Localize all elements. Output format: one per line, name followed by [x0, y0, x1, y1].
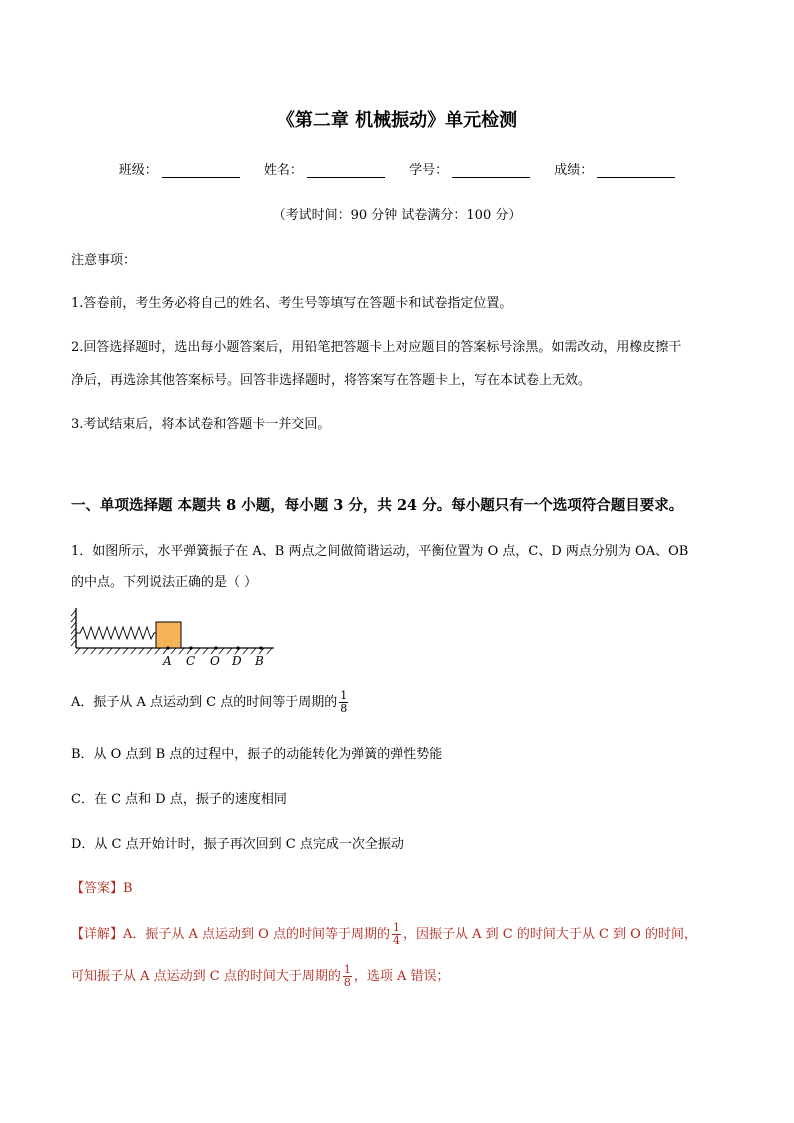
point-o-dot [214, 646, 217, 649]
score-field [554, 159, 675, 178]
q1-stem-line2: 的中点。下列说法正确的是（ ） [71, 575, 258, 590]
score-blank[interactable] [597, 163, 675, 178]
q1-option-b[interactable]: B．从 O 点到 B 点的过程中，振子的动能转化为弹簧的弹性势能 [71, 747, 443, 762]
point-label-c: C [186, 654, 196, 668]
score-label: 成绩： [554, 163, 594, 178]
class-field [119, 159, 240, 178]
point-a-dot [166, 646, 169, 649]
name-label: 姓名： [263, 163, 303, 178]
name-blank[interactable] [307, 163, 385, 178]
exam-duration: （考试时间：90 分钟 试卷满分：100 分） [272, 208, 522, 223]
point-label-d: D [232, 654, 242, 668]
q1-option-d[interactable]: D．从 C 点开始计时，振子再次回到 C 点完成一次全振动 [71, 837, 404, 852]
notes-heading: 注意事项： [71, 253, 137, 268]
note-2-line1: 2.回答选择题时，选出每小题答案后，用铅笔把答题卡上对应题目的答案标号涂黑。如需改动，用橡皮擦干 [71, 340, 682, 355]
oscillator-block [156, 622, 181, 648]
section-heading: 一、单项选择题 本题共 8 小题，每小题 3 分，共 24 分。每小题只有一个选项符合题目要求。 [71, 497, 684, 514]
q1-detail-line1: 【详解】A．振子从 A 点运动到 O 点的时间等于周期的 $\frac{1}{4}$ ，因振子从 A 到 C 的时间大于从 C 到 O 的时间， [71, 921, 697, 947]
q1-stem-line1: 1．如图所示，水平弹簧振子在 A、B 两点之间做简谐运动，平衡位置为 O 点，C、D 两点分别为 OA、OB [71, 544, 689, 559]
q1-option-a-text: A．振子从 A 点运动到 C 点的时间等于周期的 [71, 695, 338, 710]
fraction-one-quarter: $\frac{1}{4}$ [392, 921, 400, 947]
point-label-b: B [255, 654, 264, 668]
class-blank[interactable] [162, 163, 240, 178]
name-field [264, 159, 385, 178]
point-c-dot [189, 646, 192, 649]
point-b-dot [259, 646, 262, 649]
q1-detail-line2: 可知振子从 A 点运动到 C 点的时间大于周期的 $\frac{1}{8}$ ，选项 A 错误； [71, 963, 450, 989]
note-1: 1.答卷前，考生务必将自己的姓名、考生号等填写在答题卡和试卷指定位置。 [71, 296, 513, 311]
spring [76, 627, 156, 639]
q1-answer: 【答案】B [71, 881, 133, 896]
point-d-dot [236, 646, 239, 649]
q1-option-c[interactable]: C．在 C 点和 D 点，振子的速度相同 [71, 792, 287, 807]
note-3: 3.考试结束后，将本试卷和答题卡一并交回。 [71, 417, 331, 432]
id-label: 学号： [409, 163, 449, 178]
point-label-a: A [163, 654, 172, 668]
note-2-line2: 净后，再选涂其他答案标号。回答非选择题时，将答案写在答题卡上，写在本试卷上无效。 [71, 373, 592, 388]
id-blank[interactable] [452, 163, 530, 178]
student-info-row [0, 159, 794, 178]
id-field [409, 159, 530, 178]
fraction-one-eighth: $\frac{1}{8}$ [340, 689, 348, 715]
page-title: 《第二章 机械振动》单元检测 [276, 110, 518, 131]
class-label: 班级： [118, 163, 158, 178]
fraction-one-eighth-2: $\frac{1}{8}$ [343, 963, 351, 989]
q1-option-a[interactable] [71, 690, 350, 715]
point-label-o: O [210, 654, 220, 668]
spring-oscillator-figure [70, 606, 280, 668]
